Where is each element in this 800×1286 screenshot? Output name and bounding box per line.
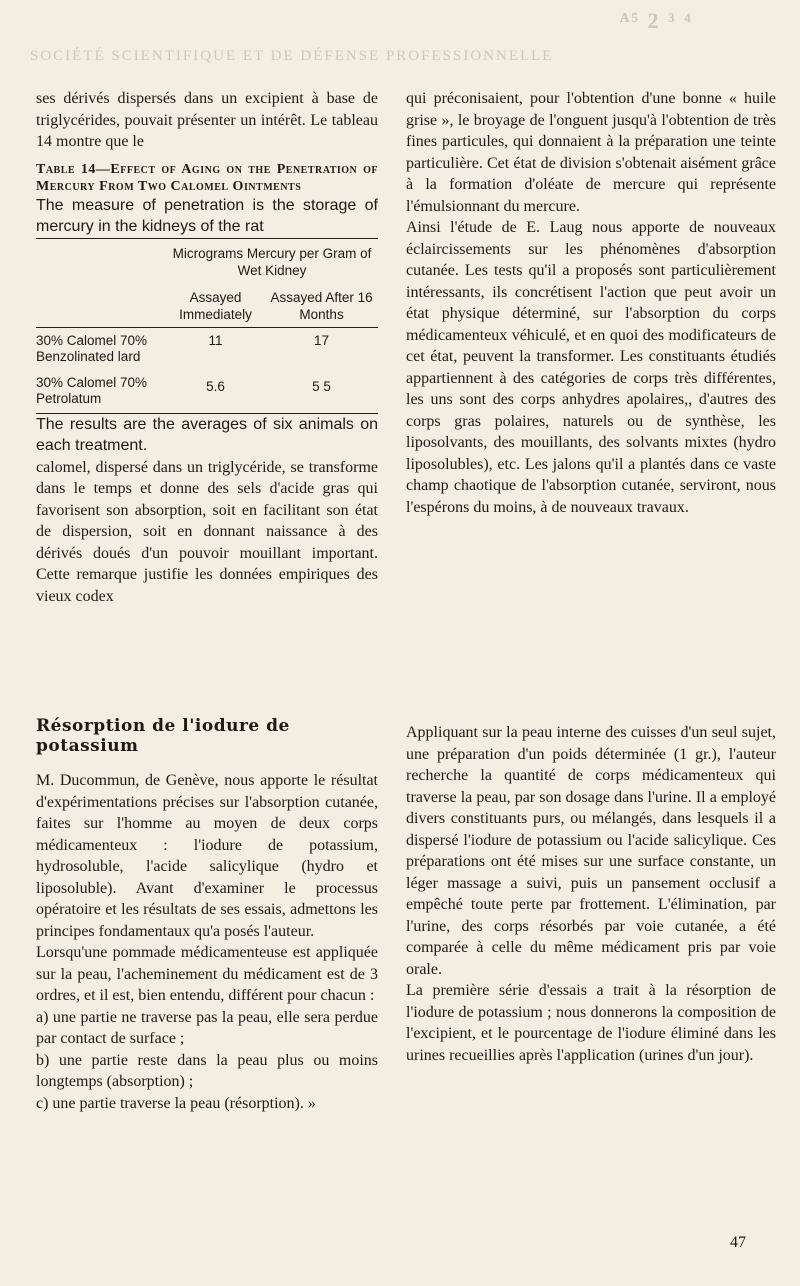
left-column-bottom [36, 716, 378, 1114]
list-item-c: c) une partie traverse la peau (résorption). » [36, 1094, 316, 1112]
after-table-paragraph: calomel, dispersé dans un triglycéride, se transforme dans le temps et donne des sels d'acide gras qui favorisent son absorption, soit en facilitant son état de dispersion, soit en donnant naissance à des dérivés doués d'un pouvoir mouillant important. Cette remarque justifie les données empiriques des vieux codex [36, 458, 378, 605]
table-col-immediate: Assayed Immediately [179, 289, 252, 322]
list-item-a: a) une partie ne traverse pas la peau, elle sera perdue par contact de surface ; [36, 1008, 378, 1047]
ghost-line: SOCIÉTÉ SCIENTIFIQUE ET DE DÉFENSE PROFESSIONNELLE [30, 48, 554, 64]
table-title: Table 14—Effect of Aging on the Penetration of Mercury From Two Calomel Ointments [36, 161, 378, 194]
table-subtitle: The measure of penetration is the storage of mercury in the kidneys of the rat [36, 196, 378, 235]
table-note: The results are the averages of six animals on each treatment. [36, 415, 378, 454]
row-immediate: 11 [208, 332, 223, 348]
section-heading: Résorption de l'iodure de potassium [36, 716, 290, 756]
ducommun-paragraph: M. Ducommun, de Genève, nous apporte le résultat d'expérimentations précises sur l'absorption cutanée, faites sur l'homme au moyen de deux corps médicamenteux : l'iodure de potassium, hydrosoluble, l'acide salicylique (hydro et liposoluble). Avant d'examiner le processus opératoire et les résultats de ses essais, admettons les principes fondamentaux qu'a posés l'auteur. [36, 772, 378, 940]
row-immediate: 5.6 [206, 378, 225, 394]
protocol-paragraph: Appliquant sur la peau interne des cuisses d'un seul sujet, une préparation d'un poids déterminée (1 gr.), l'auteur recherche la quantité de corps médicamenteux qui traverse la peau, par son dosage dans l'urine. Il a employé divers constituants purs, ou mélangés, dans lesquels il a dispersé l'iodure de potassium ou l'acide salicylique. Ces préparations ont été mises sur une surface constante, un léger massage a suivi, puis un pansement occlusif a empêché toute perte par frottement. L'élimination, par l'urine, des corps résorbés par voie cutanée, a été comparée à celle du même médicament pris par voie orale. [406, 724, 776, 978]
left-column-top [36, 88, 378, 607]
huile-grise-paragraph: qui préconisaient, pour l'obtention d'une bonne « huile grise », le broyage de l'onguent jusqu'à l'obtention de très fines particules, qui donnaient à la préparation une teinte particulière. Cet état de division s'obtenait aisément grâce à la formation d'oléate de mercure qui représente l'émulsionnant du mercure. [406, 90, 776, 215]
table-group-header: Micrograms Mercury per Gram of Wet Kidney [172, 245, 372, 278]
row-after: 17 [314, 332, 330, 348]
right-column-top [406, 88, 776, 518]
table-row [36, 327, 378, 367]
table-14 [36, 161, 378, 457]
row-label: 30% Calomel 70% Benzolinated lard [36, 332, 148, 364]
table-body [36, 238, 378, 414]
first-series-paragraph: La première série d'essais a trait à la résorption de l'iodure de potassium ; nous donnerons la composition de l'excipient, et le pourcentage de l'iodure éliminé dans les urines recueillies après l'application (urines d'un jour). [406, 982, 776, 1064]
laug-paragraph: Ainsi l'étude de E. Laug nous apporte de nouveaux éclaircissements sur les phénomènes d'absorption cutanée. Les tests qu'il a proposés sont particulièrement intéressants, ils concrétisent l'action que peut avoir un état physique déterminé, sur l'absorption du corps médicamenteux véhiculé, et en quoi des modificateurs de cet état, peuvent la transformer. Les constituants étudiés appartiennent à des catégories de corps très différentes, les uns sont des corps anhydres apolaires,, d'autres des corps gras polaires, naturels ou de synthèse, les liposolvants, des mouillants, des solvants mixtes (hydro liposolubles), etc. Les jalons qu'il a plantés dans ce vaste champ chaotique de l'absorption cutanée, serviront, nous l'espérons du moins, à de nouveaux travaux. [406, 219, 776, 516]
right-column-bottom [406, 722, 776, 1066]
table-col-after: Assayed After 16 Months [270, 289, 373, 322]
list-item-b: b) une partie reste dans la peau plus ou moins longtemps (absorption) ; [36, 1051, 378, 1090]
table-row [36, 367, 378, 414]
pommade-paragraph: Lorsqu'une pommade médicamenteuse est appliquée sur la peau, l'acheminement du médicament est de 3 ordres, et il est, bien entendu, différent pour chacun : [36, 944, 378, 1004]
row-label: 30% Calomel 70% Petrolatum [36, 374, 148, 406]
row-after: 5 5 [312, 378, 331, 394]
intro-paragraph: ses dérivés dispersés dans un excipient à base de triglycérides, pouvait présenter un intérêt. Le tableau 14 montre que le [36, 90, 378, 150]
ghost-code: ᴬ⁵ 2 ³ ⁴ [620, 8, 693, 33]
page-number: 47 [730, 1234, 746, 1251]
